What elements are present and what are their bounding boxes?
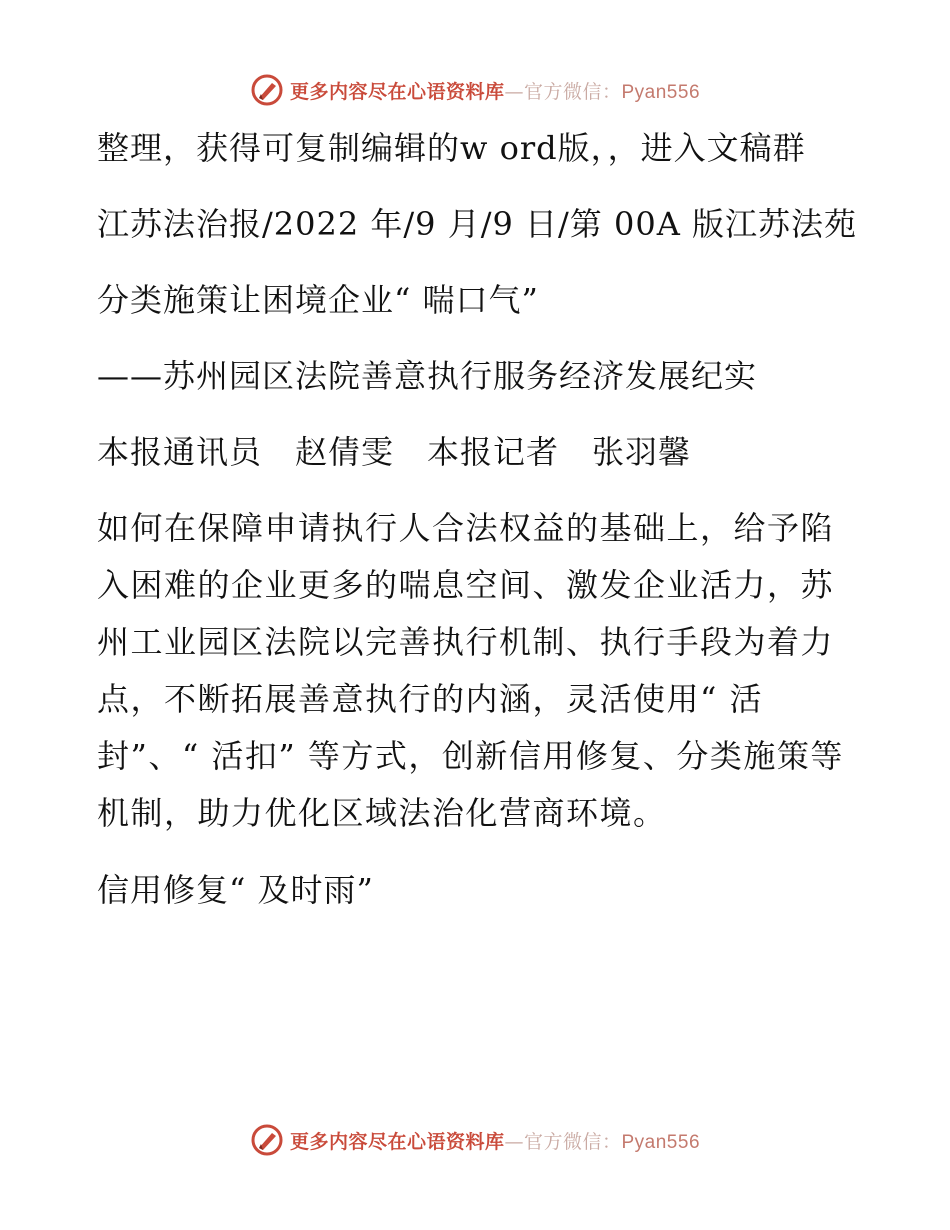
pen-circle-logo-icon	[250, 73, 284, 107]
watermark-separator: —	[504, 1130, 524, 1153]
watermark-official-label: 官方微信：	[523, 80, 622, 103]
section-heading: 信用修复“ 及时雨”	[97, 871, 374, 909]
body-paragraph: 如何在保障申请执行人合法权益的基础上，给予陷入困难的企业更多的喘息空间、激发企业活力，苏州工业园区法院以完善执行机制、执行手段为着力点，不断拓展善意执行的内涵，灵活使用“ 活封”、“ 活扣” 等方式，创新信用修复、分类施策等机制，助力优化区域法治化营商环境。	[97, 509, 844, 832]
intro-line: 整理，获得可复制编辑的w ord版，，进入文稿群	[97, 129, 806, 167]
article-headline: 分类施策让困境企业“ 喘口气”	[97, 281, 539, 319]
watermark-brand: 更多内容尽在心语资料库	[289, 80, 505, 103]
watermark-footer	[0, 1120, 950, 1160]
watermark-wechat-id: Pyan556	[621, 1131, 701, 1153]
source-line: 江苏法治报/2022 年/9 月/9 日/第 00A 版江苏法苑	[97, 205, 857, 243]
document-body	[97, 120, 857, 938]
watermark-header	[0, 70, 950, 110]
watermark-brand: 更多内容尽在心语资料库	[289, 1130, 505, 1153]
watermark-text	[290, 77, 700, 104]
article-subheadline: ——苏州园区法院善意执行服务经济发展纪实	[97, 357, 758, 395]
article-byline: 本报通讯员 赵倩雯 本报记者 张羽馨	[97, 433, 692, 471]
watermark-wechat-id: Pyan556	[621, 81, 701, 103]
watermark-text	[290, 1127, 700, 1154]
watermark-official-label: 官方微信：	[523, 1130, 622, 1153]
watermark-separator: —	[504, 80, 524, 103]
pen-circle-logo-icon	[250, 1123, 284, 1157]
